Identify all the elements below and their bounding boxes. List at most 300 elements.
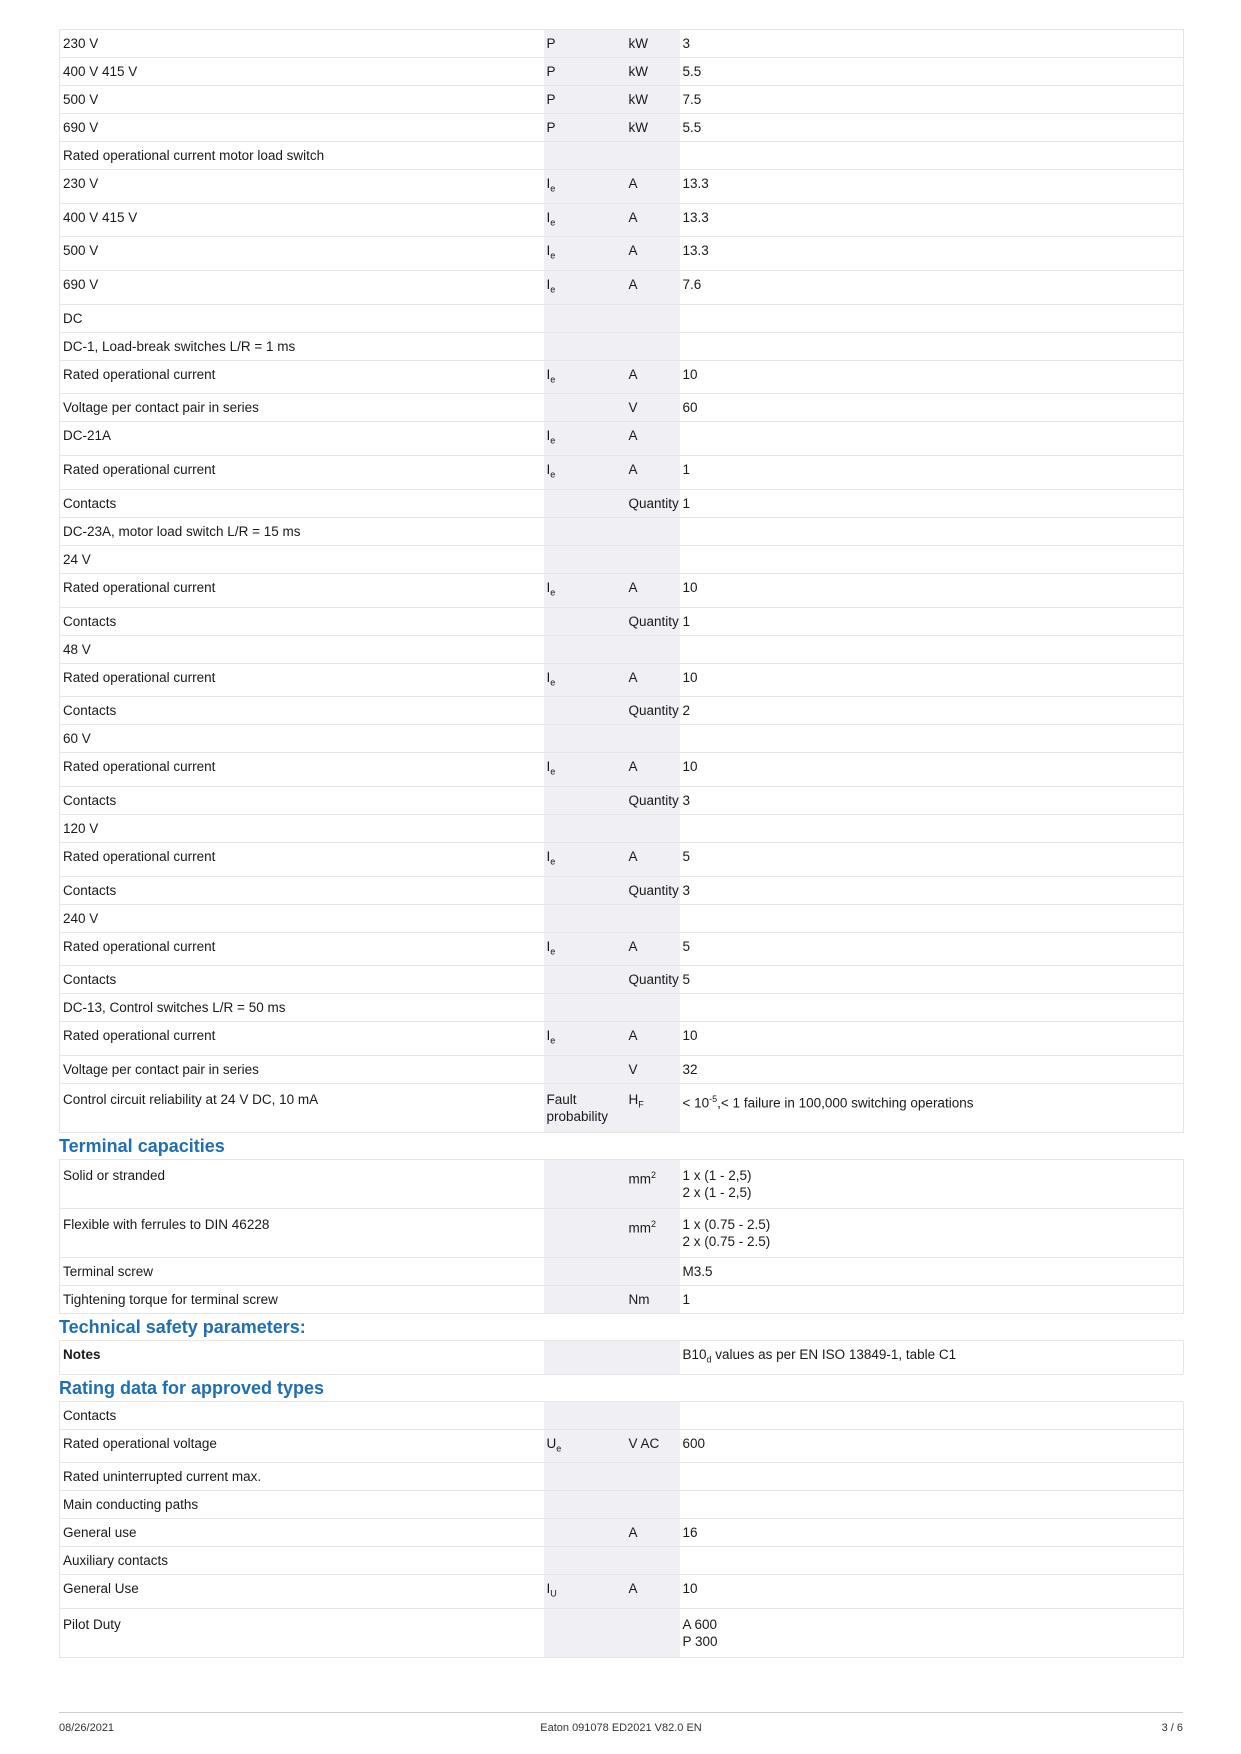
spec-row	[60, 304, 1184, 332]
spec-label-text: 690 V	[63, 277, 99, 293]
spec-label	[60, 1575, 544, 1609]
spec-sections	[59, 29, 1183, 1658]
spec-symbol	[544, 1257, 626, 1285]
spec-unit	[626, 1429, 680, 1463]
spec-symbol-text: I	[546, 669, 551, 685]
spec-value	[680, 30, 1184, 58]
spec-unit	[626, 1463, 680, 1491]
spec-value	[680, 1575, 1184, 1609]
spec-unit-superscript: 2	[651, 1218, 657, 1229]
spec-unit-text: mm	[628, 1171, 651, 1187]
spec-value	[680, 394, 1184, 422]
spec-label	[60, 360, 544, 394]
spec-label-text: DC	[63, 310, 83, 326]
spec-value	[680, 1022, 1184, 1056]
spec-value	[680, 86, 1184, 114]
spec-value	[680, 360, 1184, 394]
spec-label-text: 24 V	[63, 551, 91, 567]
spec-symbol	[544, 30, 626, 58]
spec-label	[60, 1463, 544, 1491]
spec-unit-text: V	[628, 1061, 638, 1077]
spec-symbol-subscript: e	[550, 469, 556, 480]
spec-symbol-subscript: e	[550, 284, 556, 295]
spec-label	[60, 607, 544, 635]
spec-label	[60, 1519, 544, 1547]
spec-symbol	[544, 237, 626, 271]
spec-label	[60, 635, 544, 663]
spec-unit-text: mm	[628, 1220, 651, 1236]
spec-table	[59, 1401, 1184, 1658]
spec-label-text: Rated operational current	[63, 1028, 216, 1044]
spec-label	[60, 489, 544, 517]
spec-symbol	[544, 517, 626, 545]
spec-value	[680, 573, 1184, 607]
spec-label	[60, 142, 544, 170]
spec-value	[680, 842, 1184, 876]
spec-row	[60, 994, 1184, 1022]
spec-label	[60, 1609, 544, 1658]
spec-label-text: Solid or stranded	[63, 1167, 166, 1183]
spec-row	[60, 932, 1184, 966]
spec-row	[60, 30, 1184, 58]
spec-label-text: Rated operational current	[63, 848, 216, 864]
spec-label-text: DC-1, Load-break switches L/R = 1 ms	[63, 338, 296, 354]
spec-symbol-text: I	[546, 366, 551, 382]
spec-label	[60, 697, 544, 725]
spec-symbol-subscript: e	[550, 374, 556, 385]
spec-label-text: 120 V	[63, 820, 99, 836]
spec-unit	[626, 573, 680, 607]
spec-symbol	[544, 876, 626, 904]
spec-label	[60, 876, 544, 904]
spec-unit-text: V	[628, 400, 638, 416]
spec-symbol	[544, 170, 626, 204]
spec-unit	[626, 142, 680, 170]
section-heading: Technical safety parameters:	[59, 1316, 306, 1337]
spec-value	[680, 545, 1184, 573]
spec-value-superscript: -5	[709, 1093, 718, 1104]
spec-row	[60, 237, 1184, 271]
spec-value	[680, 58, 1184, 86]
spec-label-text: 400 V 415 V	[63, 209, 138, 225]
spec-value	[680, 663, 1184, 697]
spec-table	[59, 1159, 1184, 1314]
spec-unit	[626, 1083, 680, 1132]
spec-symbol	[544, 58, 626, 86]
spec-unit	[626, 58, 680, 86]
spec-unit	[626, 456, 680, 490]
spec-value	[680, 332, 1184, 360]
spec-label	[60, 304, 544, 332]
spec-value	[680, 1257, 1184, 1285]
spec-table	[59, 29, 1184, 1133]
spec-value-line: 1	[682, 613, 691, 629]
spec-label	[60, 422, 544, 456]
footer-date: 08/26/2021	[59, 1722, 115, 1734]
spec-row	[60, 1491, 1184, 1519]
spec-symbol-text: I	[546, 209, 551, 225]
spec-row	[60, 422, 1184, 456]
spec-row	[60, 1159, 1184, 1208]
spec-label-text: General Use	[63, 1581, 139, 1597]
spec-unit-text: A	[628, 938, 638, 954]
spec-label	[60, 1429, 544, 1463]
spec-unit-text: Quantity	[628, 703, 679, 719]
spec-label	[60, 1257, 544, 1285]
spec-label-text: Pilot Duty	[63, 1617, 121, 1632]
spec-value	[680, 1285, 1184, 1313]
spec-unit-text: A	[628, 366, 638, 382]
spec-unit-text: H	[628, 1091, 639, 1107]
spec-row	[60, 360, 1184, 394]
spec-value	[680, 517, 1184, 545]
spec-symbol	[544, 814, 626, 842]
spec-symbol	[544, 1547, 626, 1575]
spec-unit	[626, 1609, 680, 1658]
page-footer	[59, 1712, 1183, 1734]
spec-value-line: 3	[682, 792, 691, 808]
spec-value	[680, 725, 1184, 753]
spec-unit	[626, 545, 680, 573]
spec-unit-text: A	[628, 209, 638, 225]
spec-row	[60, 1609, 1184, 1658]
spec-symbol	[544, 1429, 626, 1463]
spec-value-line: 5.5	[682, 64, 702, 79]
spec-symbol-subscript: e	[550, 1035, 556, 1046]
spec-value-text: < 10	[682, 1095, 710, 1111]
spec-label-text: Voltage per contact pair in series	[63, 1061, 259, 1077]
spec-value-line: 3	[682, 36, 691, 51]
spec-symbol	[544, 489, 626, 517]
spec-label-text: Rated uninterrupted current max.	[63, 1469, 262, 1485]
spec-label	[60, 753, 544, 787]
spec-label-text: Tightening torque for terminal screw	[63, 1291, 278, 1307]
spec-value	[680, 1547, 1184, 1575]
spec-row	[60, 1575, 1184, 1609]
spec-symbol	[544, 360, 626, 394]
spec-symbol-text: P	[546, 36, 556, 51]
spec-unit-text: A	[628, 759, 638, 775]
spec-symbol-subscript: e	[550, 856, 556, 867]
spec-label	[60, 573, 544, 607]
spec-unit-text: Quantity	[628, 882, 679, 898]
spec-value	[680, 237, 1184, 271]
spec-unit	[626, 1055, 680, 1083]
spec-unit-text: A	[628, 243, 638, 259]
spec-row	[60, 876, 1184, 904]
spec-value	[680, 203, 1184, 237]
spec-row	[60, 814, 1184, 842]
spec-symbol	[544, 456, 626, 490]
footer-page-number: 3 / 6	[1161, 1722, 1183, 1734]
spec-row	[60, 1463, 1184, 1491]
spec-value	[680, 1429, 1184, 1463]
spec-unit	[626, 271, 680, 305]
spec-unit-text: V AC	[628, 1435, 660, 1451]
spec-unit-text: Quantity	[628, 613, 679, 629]
spec-symbol	[544, 1055, 626, 1083]
spec-row	[60, 1022, 1184, 1056]
spec-symbol-text: I	[546, 759, 551, 775]
spec-label-text: Main conducting paths	[63, 1497, 199, 1513]
spec-unit-text: A	[628, 1028, 638, 1044]
spec-row	[60, 1055, 1184, 1083]
spec-symbol	[544, 1285, 626, 1313]
spec-label	[60, 545, 544, 573]
spec-unit	[626, 635, 680, 663]
spec-row	[60, 545, 1184, 573]
spec-label	[60, 966, 544, 994]
spec-value-line: 5	[682, 972, 691, 988]
spec-unit-text: A	[628, 277, 638, 293]
spec-symbol	[544, 635, 626, 663]
spec-value	[680, 422, 1184, 456]
section-heading: Rating data for approved types	[59, 1377, 325, 1398]
spec-unit	[626, 1401, 680, 1429]
spec-symbol-text: I	[546, 579, 551, 595]
spec-label	[60, 58, 544, 86]
spec-value	[680, 1463, 1184, 1491]
spec-value-line: 10	[682, 366, 698, 382]
spec-table	[59, 1340, 1184, 1375]
spec-symbol-subscript: e	[550, 436, 556, 447]
spec-label	[60, 1491, 544, 1519]
spec-symbol-text: P	[546, 92, 556, 107]
footer-doc-ref: Eaton 091078 ED2021 V82.0 EN	[540, 1722, 702, 1734]
spec-value-line: 2 x (1 - 2,5)	[682, 1184, 752, 1200]
section-heading: Terminal capacities	[59, 1135, 225, 1156]
spec-label	[60, 1401, 544, 1429]
spec-symbol	[544, 1022, 626, 1056]
spec-value-line: 2 x (0.75 - 2.5)	[682, 1233, 771, 1249]
spec-value	[680, 635, 1184, 663]
spec-symbol-subscript: e	[550, 183, 556, 194]
spec-unit-subscript: F	[638, 1099, 644, 1110]
spec-unit-superscript: 2	[651, 1169, 657, 1180]
spec-symbol	[544, 1340, 626, 1374]
spec-unit	[626, 1547, 680, 1575]
spec-unit	[626, 114, 680, 142]
spec-value	[680, 271, 1184, 305]
spec-symbol-subscript: U	[550, 1589, 557, 1599]
spec-symbol-subscript: e	[550, 251, 556, 262]
spec-row	[60, 1519, 1184, 1547]
spec-label-text: 48 V	[63, 641, 91, 657]
spec-label-text: 500 V	[63, 92, 99, 107]
spec-value	[680, 966, 1184, 994]
spec-unit-text: Quantity	[628, 972, 679, 988]
spec-value-line: 13.3	[682, 243, 709, 259]
spec-unit	[626, 994, 680, 1022]
spec-unit	[626, 332, 680, 360]
spec-label-text: Contacts	[63, 1407, 117, 1423]
spec-value	[680, 814, 1184, 842]
spec-symbol	[544, 725, 626, 753]
spec-value-line: 10	[682, 1028, 698, 1044]
spec-label	[60, 394, 544, 422]
spec-label	[60, 1159, 544, 1208]
spec-symbol	[544, 1491, 626, 1519]
spec-row	[60, 1401, 1184, 1429]
spec-value	[680, 904, 1184, 932]
spec-value-line: 10	[682, 759, 698, 775]
spec-value-line: 5	[682, 848, 691, 864]
spec-unit	[626, 876, 680, 904]
spec-unit	[626, 1340, 680, 1374]
spec-value-line: 2	[682, 703, 691, 719]
spec-unit	[626, 842, 680, 876]
spec-label-text: DC-13, Control switches L/R = 50 ms	[63, 1000, 286, 1016]
spec-label-text: Auxiliary contacts	[63, 1553, 169, 1569]
spec-label-text: Rated operational current	[63, 938, 216, 954]
spec-value-text: values as per EN ISO 13849-1, table C1	[711, 1346, 957, 1362]
spec-label-text: 230 V	[63, 176, 99, 191]
spec-label-text: 400 V 415 V	[63, 64, 138, 79]
spec-label-text: Rated operational current	[63, 579, 216, 595]
spec-unit-text: A	[628, 1525, 638, 1541]
spec-unit	[626, 1491, 680, 1519]
spec-label	[60, 1547, 544, 1575]
spec-value-text: ,< 1 failure in 100,000 switching operations	[717, 1095, 974, 1111]
spec-row	[60, 635, 1184, 663]
spec-label-text: Rated operational current motor load switch	[63, 148, 325, 163]
spec-label	[60, 725, 544, 753]
spec-label-text: 690 V	[63, 120, 99, 135]
spec-row	[60, 1208, 1184, 1257]
spec-value	[680, 994, 1184, 1022]
spec-value-line: 7.5	[682, 92, 702, 107]
spec-unit-text: Nm	[628, 1291, 650, 1307]
spec-value	[680, 607, 1184, 635]
spec-row	[60, 1083, 1184, 1132]
spec-label	[60, 332, 544, 360]
spec-unit	[626, 1022, 680, 1056]
spec-label	[60, 517, 544, 545]
spec-value-line: 1	[682, 1291, 691, 1307]
spec-symbol	[544, 394, 626, 422]
spec-symbol	[544, 904, 626, 932]
spec-value-line: 1 x (1 - 2,5)	[682, 1167, 752, 1183]
spec-symbol	[544, 1208, 626, 1257]
spec-symbol	[544, 573, 626, 607]
spec-unit	[626, 1285, 680, 1313]
spec-label	[60, 1022, 544, 1056]
spec-symbol	[544, 1083, 626, 1132]
spec-symbol	[544, 86, 626, 114]
spec-value-line: 7.6	[682, 277, 702, 293]
spec-symbol-text: I	[546, 1581, 551, 1597]
spec-row	[60, 271, 1184, 305]
spec-label	[60, 1340, 544, 1374]
spec-unit	[626, 1257, 680, 1285]
spec-row	[60, 86, 1184, 114]
spec-label	[60, 1285, 544, 1313]
spec-symbol-text: I	[546, 428, 551, 444]
spec-value	[680, 786, 1184, 814]
spec-label-text: Contacts	[63, 703, 117, 719]
spec-unit	[626, 1159, 680, 1208]
spec-label-text: Rated operational current	[63, 669, 216, 685]
spec-symbol-subscript: e	[550, 946, 556, 957]
spec-unit	[626, 725, 680, 753]
spec-symbol-text: Fault probability	[546, 1091, 609, 1124]
spec-label	[60, 663, 544, 697]
spec-row	[60, 753, 1184, 787]
spec-symbol-text: U	[546, 1435, 557, 1451]
spec-label-text: Terminal screw	[63, 1263, 154, 1279]
spec-label	[60, 1208, 544, 1257]
spec-value-line: 5	[682, 938, 691, 954]
spec-symbol	[544, 994, 626, 1022]
spec-label-text: 500 V	[63, 243, 99, 259]
spec-unit	[626, 237, 680, 271]
spec-symbol	[544, 332, 626, 360]
spec-symbol-subscript: e	[550, 677, 556, 688]
spec-unit	[626, 422, 680, 456]
spec-symbol	[544, 753, 626, 787]
spec-unit	[626, 517, 680, 545]
spec-row	[60, 456, 1184, 490]
spec-unit-text: A	[628, 176, 638, 191]
spec-symbol	[544, 114, 626, 142]
spec-value	[680, 170, 1184, 204]
spec-label-text: 60 V	[63, 731, 91, 747]
spec-label-text: Notes	[63, 1346, 101, 1362]
spec-label	[60, 1083, 544, 1132]
spec-unit-text: kW	[628, 92, 648, 107]
spec-value	[680, 456, 1184, 490]
spec-row	[60, 394, 1184, 422]
spec-value-line: 60	[682, 400, 698, 416]
spec-value	[680, 753, 1184, 787]
spec-symbol	[544, 1401, 626, 1429]
spec-label	[60, 237, 544, 271]
spec-row	[60, 697, 1184, 725]
spec-unit	[626, 394, 680, 422]
spec-label	[60, 86, 544, 114]
spec-symbol	[544, 142, 626, 170]
spec-row	[60, 1429, 1184, 1463]
spec-symbol	[544, 271, 626, 305]
spec-label-text: Contacts	[63, 972, 117, 988]
spec-symbol-text: I	[546, 938, 551, 954]
spec-value	[680, 1519, 1184, 1547]
spec-label-text: General use	[63, 1525, 137, 1541]
spec-symbol-text: I	[546, 176, 551, 191]
spec-symbol	[544, 607, 626, 635]
spec-symbol	[544, 786, 626, 814]
spec-value	[680, 1609, 1184, 1658]
spec-unit-text: A	[628, 669, 638, 685]
spec-symbol-text: I	[546, 462, 551, 478]
spec-label-text: Contacts	[63, 792, 117, 808]
spec-symbol-text: P	[546, 120, 556, 135]
spec-label-text: Rated operational current	[63, 759, 216, 775]
spec-label-text: Rated operational current	[63, 462, 216, 478]
spec-row	[60, 1285, 1184, 1313]
spec-value-line: 1	[682, 462, 691, 478]
spec-unit-text: A	[628, 1581, 638, 1597]
spec-symbol	[544, 1519, 626, 1547]
spec-unit	[626, 663, 680, 697]
spec-label	[60, 814, 544, 842]
spec-row	[60, 1547, 1184, 1575]
spec-unit-text: A	[628, 462, 638, 478]
spec-unit	[626, 30, 680, 58]
spec-unit	[626, 86, 680, 114]
spec-unit-text: Quantity	[628, 495, 679, 511]
spec-symbol	[544, 545, 626, 573]
